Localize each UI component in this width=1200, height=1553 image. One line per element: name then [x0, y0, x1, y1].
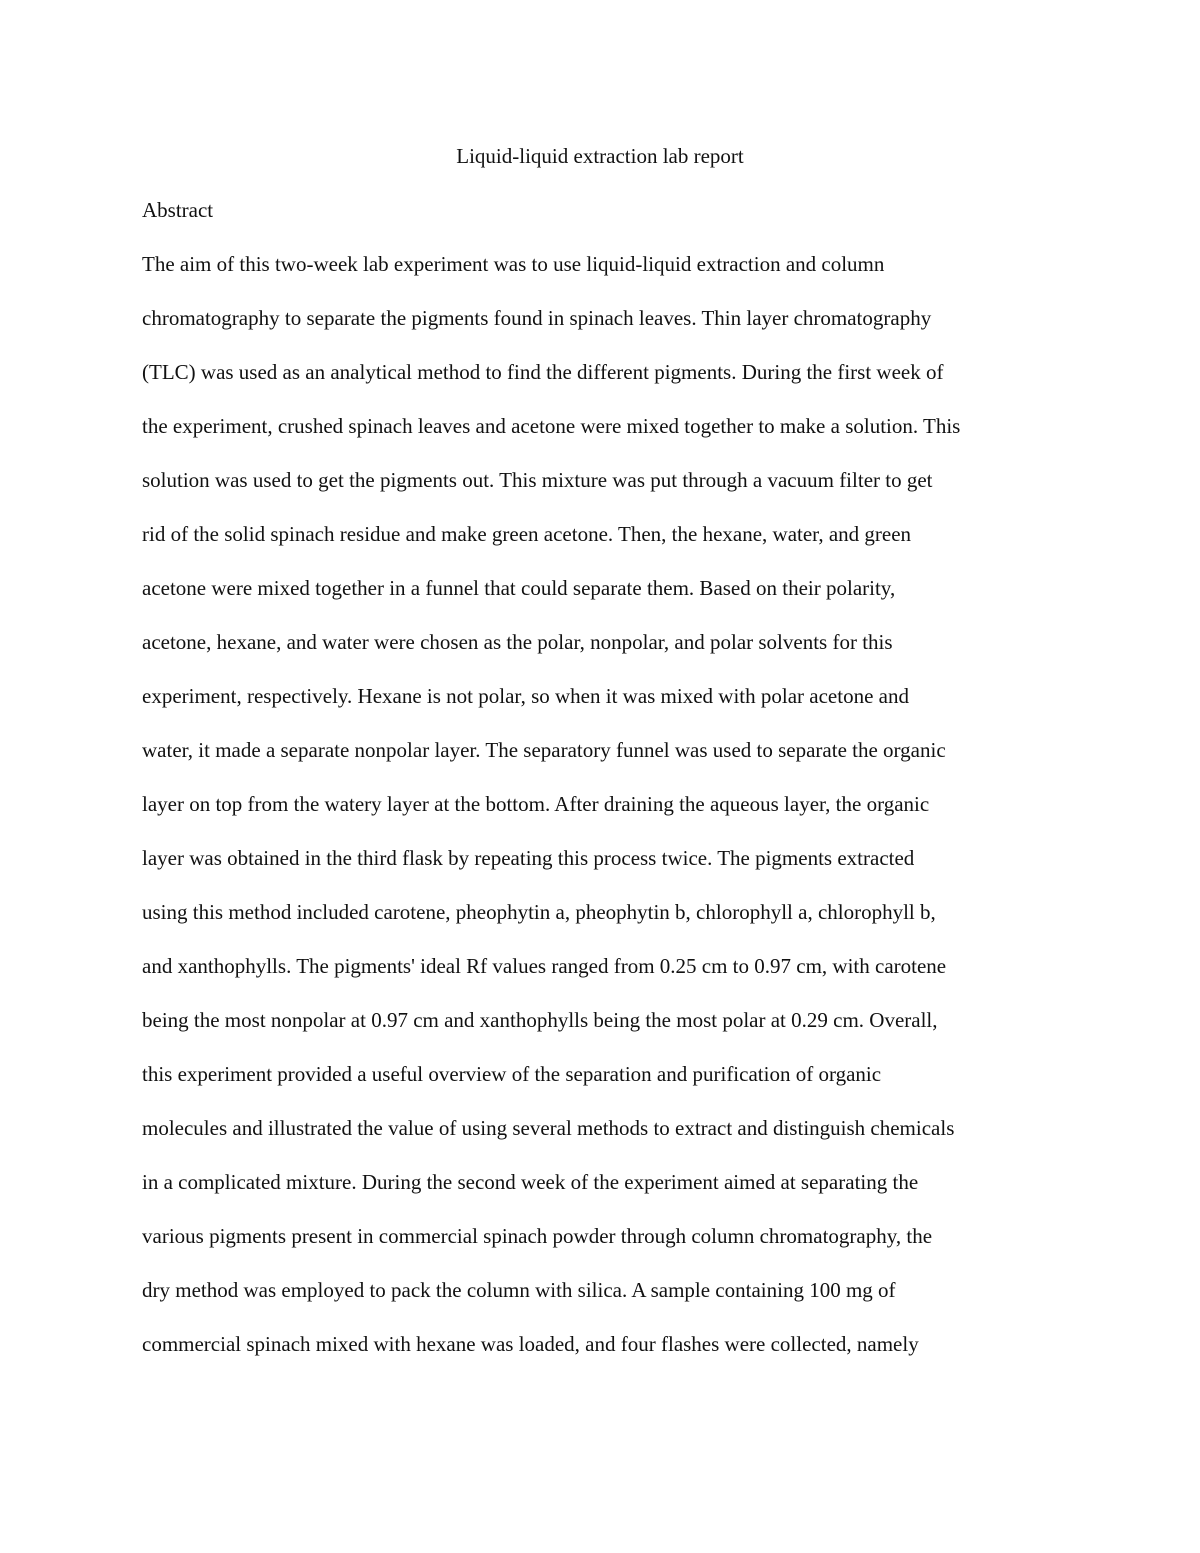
- body-line: The aim of this two-week lab experiment was to use liquid-liquid extraction and column: [142, 252, 885, 276]
- body-line: layer was obtained in the third flask by repeating this process twice. The pigments extracted: [142, 846, 915, 870]
- body-line: commercial spinach mixed with hexane was loaded, and four flashes were collected, namely: [142, 1332, 919, 1356]
- body-line: using this method included carotene, pheophytin a, pheophytin b, chlorophyll a, chlorophyll b,: [142, 900, 936, 924]
- body-line: water, it made a separate nonpolar layer. The separatory funnel was used to separate the organic: [142, 738, 946, 762]
- body-line: dry method was employed to pack the column with silica. A sample containing 100 mg of: [142, 1278, 896, 1302]
- body-line: rid of the solid spinach residue and make green acetone. Then, the hexane, water, and green: [142, 522, 912, 546]
- body-line: and xanthophylls. The pigments' ideal Rf values ranged from 0.25 cm to 0.97 cm, with carotene: [142, 954, 947, 978]
- body-line: experiment, respectively. Hexane is not polar, so when it was mixed with polar acetone and: [142, 684, 909, 708]
- body-line: being the most nonpolar at 0.97 cm and xanthophylls being the most polar at 0.29 cm. Overall,: [142, 1008, 938, 1032]
- body-line: various pigments present in commercial spinach powder through column chromatography, the: [142, 1224, 933, 1248]
- body-line: (TLC) was used as an analytical method to find the different pigments. During the first week of: [142, 360, 944, 384]
- section-heading-abstract: Abstract: [142, 198, 214, 222]
- body-line: chromatography to separate the pigments found in spinach leaves. Thin layer chromatography: [142, 306, 932, 330]
- body-line: layer on top from the watery layer at the bottom. After draining the aqueous layer, the organic: [142, 792, 930, 816]
- body-line: this experiment provided a useful overview of the separation and purification of organic: [142, 1062, 882, 1086]
- body-line: acetone, hexane, and water were chosen as the polar, nonpolar, and polar solvents for this: [142, 630, 893, 654]
- body-line: molecules and illustrated the value of using several methods to extract and distinguish chemicals: [142, 1116, 955, 1140]
- body-line: the experiment, crushed spinach leaves and acetone were mixed together to make a solution. This: [142, 414, 961, 438]
- body-line: in a complicated mixture. During the second week of the experiment aimed at separating the: [142, 1170, 919, 1194]
- document-title: Liquid-liquid extraction lab report: [456, 144, 744, 168]
- body-line: solution was used to get the pigments out. This mixture was put through a vacuum filter to get: [142, 468, 933, 492]
- body-line: acetone were mixed together in a funnel that could separate them. Based on their polarity,: [142, 576, 896, 600]
